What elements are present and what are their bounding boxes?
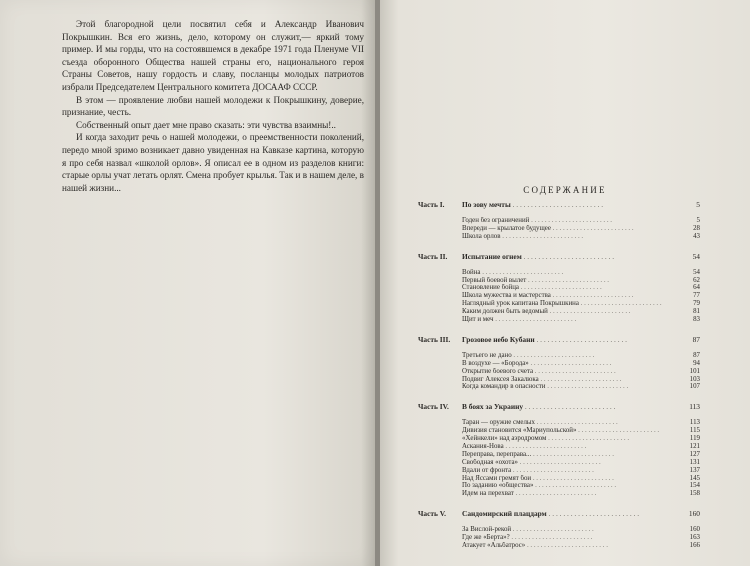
entry-page: 137 [689,466,700,474]
entry-page: 28 [693,224,700,232]
part-page: 87 [692,334,700,344]
entry-title: Первый боевой вылет . . [462,277,674,285]
entry-title: Над Яссами гремят бои . . [462,475,674,483]
toc-entry [418,277,700,285]
entry-title: Аскания-Нова . . [462,443,674,451]
entry-page: 77 [693,292,700,300]
entry-title: Становление бойца . . [462,284,674,292]
toc-entry [418,443,700,451]
toc-title: СОДЕРЖАНИЕ [523,185,607,195]
entry-page: 121 [689,443,700,451]
entry-title: Открытие боевого счета . . [462,368,674,376]
toc-entry [418,427,700,435]
toc-entry [418,467,700,475]
entry-page: 54 [693,268,700,276]
entry-page: 62 [693,276,700,284]
entry-page: 163 [689,534,700,542]
entry-title: Дивизия становится «Мариупольской» . . [462,427,674,435]
toc-entry [418,269,700,277]
entry-title: «Хейнкели» над аэродромом . . [462,435,674,443]
part-title: Испытание огнем . . [462,252,674,261]
toc-entry [418,233,700,241]
entry-title: Впереди — крылатое будущее . . [462,225,674,233]
part-label: Часть III. [418,334,451,344]
toc-entry [418,490,700,498]
entry-title: Школа орлов . . [462,233,674,241]
entry-title: Щит и меч . . [462,316,674,324]
part-label: Часть IV. [418,402,449,412]
part-page: 113 [689,402,700,412]
entry-title: Идем на перехват . . [462,490,674,498]
toc-entry [418,475,700,483]
entry-page: 83 [693,316,700,324]
toc-entry [418,316,700,324]
toc-part-heading [418,252,700,265]
toc-part-heading [418,335,700,348]
toc-entry [418,217,700,225]
toc-entry [418,308,700,316]
part-title: В боях за Украину . . [462,402,674,411]
toc-entry [418,435,700,443]
entry-title: Когда командир в опасности . . [462,383,674,391]
entry-title: Подвиг Алексея Закалюка . . [462,376,674,384]
part-page: 160 [688,509,700,519]
entry-page: 113 [689,419,700,427]
entry-title: За Вислой-рекой . . [462,526,674,534]
part-title: По зову мечты . . [462,200,674,209]
entry-page: 107 [689,383,700,391]
entry-title: По заданию «общества» . . [462,482,674,490]
paragraph: В этом — проявление любви нашей молодежи к Покрышкину, доверие, признание, честь. [62,94,364,118]
toc-entry [418,459,700,467]
toc-entry [418,542,700,550]
entry-title: В воздухе — «Борода» . . [462,360,674,368]
toc-entry [418,352,700,360]
paragraph: Собственный опыт дает мне право сказать: эти чувства взаимны!.. [76,119,336,130]
toc-entry [418,225,700,233]
entry-title: Война . . [462,269,674,277]
part-page: 54 [692,251,700,261]
toc-entry [418,360,700,368]
part-title: Грозовое небо Кубани . . [462,335,674,344]
toc-entry [418,284,700,292]
entry-page: 87 [693,351,700,359]
entry-page: 101 [689,367,700,375]
toc-entry [418,451,700,459]
toc-entry [418,383,700,391]
entry-page: 64 [693,284,700,292]
entry-title: Годен без ограничений . . [462,217,674,225]
entry-title: Вдали от фронта . . [462,467,674,475]
toc-entry [418,482,700,490]
entry-page: 81 [693,308,700,316]
entry-page: 166 [689,542,700,550]
part-label: Часть V. [418,509,447,519]
toc-part-heading [418,509,700,522]
entry-page: 5 [696,217,700,224]
toc-part-heading [418,402,700,415]
toc-entry [418,376,700,384]
entry-title: Где же «Берта»? . . [462,534,674,542]
entry-page: 160 [689,526,700,534]
toc-part-heading [418,200,700,213]
part-label: Часть II. [418,251,448,261]
paragraph: И когда заходит речь о нашей молодежи, о преемственности поколений, передо мной зримо возникает давно увиденная на Кавказе картина, которую я про себя назвал «школой орлов». Я описал ее в одном из разделов книги: старые орлы учат летать орлят. Смена пробует крылья. Так и в нашем деле, в нашей жизни... [62,132,364,193]
entry-title: Школа мужества и мастерства . . [462,292,674,300]
entry-page: 131 [689,458,700,466]
entry-page: 145 [689,474,700,482]
paragraph: Этой благородной цели посвятил себя и Александр Иванович Покрышкин. Вся его жизнь, дело, которому он служит,— яркий тому пример. И мы горды, что на состоявшемся в декабре 1971 года Пленуме VII съезда оборонного Общества нашей страны его, национального героя Страны Советов, нашу гордость и славу, посланцы молодых патриотов избрали Председателем Центрального комитета ДОСААФ СССР. [62,19,364,92]
entry-title: Свободная «охота» . . [462,459,674,467]
entry-page: 115 [689,427,700,435]
toc-entry [418,526,700,534]
entry-title: Таран — оружие смелых . . [462,419,674,427]
entry-page: 94 [693,359,700,367]
entry-title: Атакует «Альбатрос» . . [462,542,674,550]
toc-entry [418,292,700,300]
entry-page: 154 [689,482,700,490]
part-label: Часть I. [418,200,445,209]
entry-page: 43 [693,232,700,240]
toc-entry [418,300,700,308]
entry-page: 103 [689,375,700,383]
part-title: Сандомирский плацдарм . . [462,509,674,518]
toc-entry [418,419,700,427]
entry-title: Каким должен быть ведомый . . [462,308,674,316]
table-of-contents [418,200,700,561]
entry-title: Наглядный урок капитана Покрышкина . . [462,300,674,308]
toc-entry [418,368,700,376]
entry-title: Переправа, переправа... . . [462,451,674,459]
entry-page: 127 [689,450,700,458]
left-page-text [62,18,364,194]
entry-page: 119 [689,435,700,443]
entry-page: 79 [693,300,700,308]
part-page: 5 [696,200,700,209]
entry-title: Третьего не дано . . [462,352,674,360]
entry-page: 158 [689,490,700,498]
toc-entry [418,534,700,542]
